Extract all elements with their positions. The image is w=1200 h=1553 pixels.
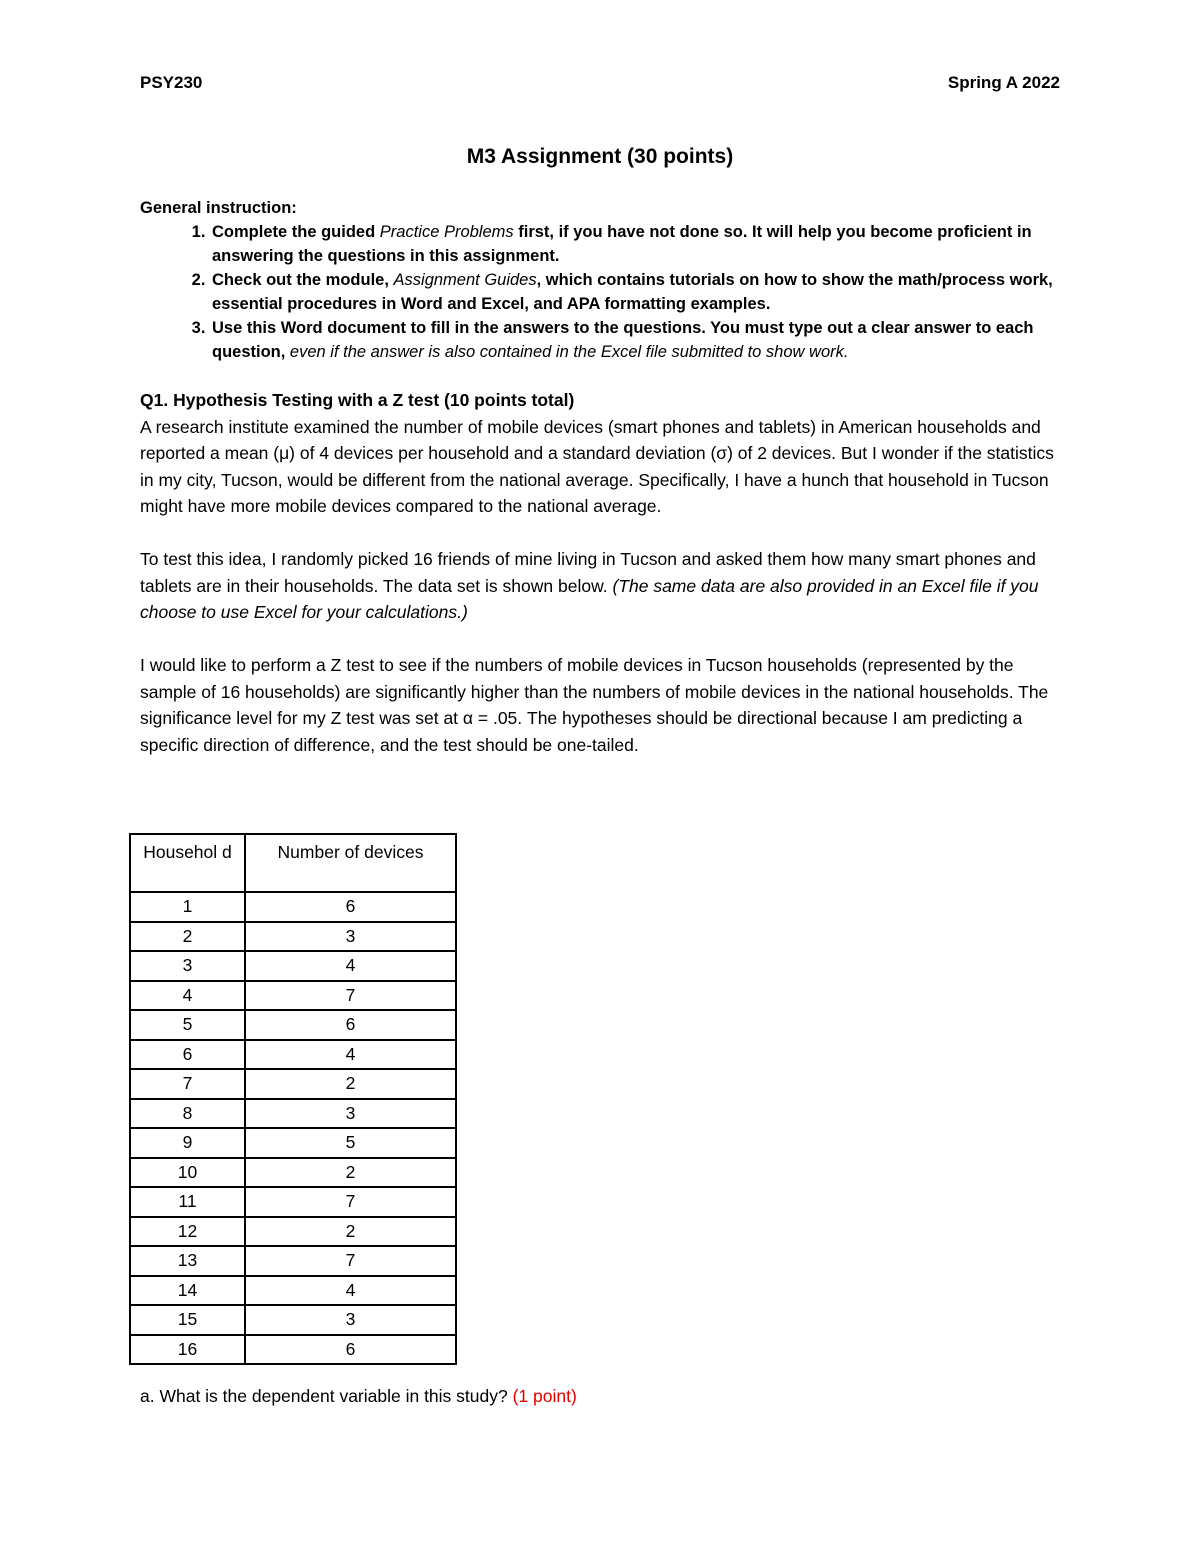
table-row xyxy=(130,951,456,981)
household-cell: 2 xyxy=(130,922,245,952)
table-row xyxy=(130,1099,456,1129)
devices-cell: 2 xyxy=(245,1217,456,1247)
household-cell: 10 xyxy=(130,1158,245,1188)
header-term: Spring A 2022 xyxy=(947,73,1060,92)
household-cell: 15 xyxy=(130,1305,245,1335)
table-row xyxy=(130,1187,456,1217)
column-header-devices: Number of devices xyxy=(245,834,456,892)
table-row xyxy=(130,1335,456,1365)
household-cell: 7 xyxy=(130,1069,245,1099)
table-row xyxy=(130,1305,456,1335)
table-row xyxy=(130,1040,456,1070)
household-cell: 12 xyxy=(130,1217,245,1247)
devices-cell: 3 xyxy=(245,1305,456,1335)
table-row xyxy=(130,1128,456,1158)
instructions-list xyxy=(140,220,1060,364)
household-cell: 11 xyxy=(130,1187,245,1217)
table-row xyxy=(130,1069,456,1099)
instruction-item: 2. Check out the module, Assignment Guides, which contains tutorials on how to show the math/process work, essential procedures in Word and Excel, and APA formatting examples. xyxy=(210,268,1060,316)
household-devices-table xyxy=(129,833,457,1365)
question-a-text: a. What is the dependent variable in this study? xyxy=(140,1386,513,1406)
question-1-paragraph-2: To test this idea, I randomly picked 16 friends of mine living in Tucson and asked them how many smart phones and tablets are in their households. The data set is shown below. (The same data are also provided in an Excel file if you choose to use Excel for your calculations.) xyxy=(140,549,1039,622)
question-1-section xyxy=(140,387,1065,758)
household-cell: 6 xyxy=(130,1040,245,1070)
instructions-heading: General instruction: xyxy=(140,199,297,217)
devices-cell: 7 xyxy=(245,981,456,1011)
devices-cell: 4 xyxy=(245,951,456,981)
table-row xyxy=(130,1010,456,1040)
household-cell: 3 xyxy=(130,951,245,981)
table-row xyxy=(130,1217,456,1247)
household-cell: 5 xyxy=(130,1010,245,1040)
devices-cell: 7 xyxy=(245,1246,456,1276)
table-row xyxy=(130,892,456,922)
devices-cell: 6 xyxy=(245,1335,456,1365)
page-title: M3 Assignment (30 points) xyxy=(466,145,734,168)
table-header-row xyxy=(130,834,456,892)
general-instructions xyxy=(140,196,1060,364)
question-a xyxy=(140,1386,577,1407)
household-cell: 4 xyxy=(130,981,245,1011)
devices-cell: 2 xyxy=(245,1069,456,1099)
devices-cell: 7 xyxy=(245,1187,456,1217)
household-cell: 14 xyxy=(130,1276,245,1306)
devices-cell: 3 xyxy=(245,1099,456,1129)
header-course: PSY230 xyxy=(140,73,203,92)
household-cell: 16 xyxy=(130,1335,245,1365)
devices-cell: 4 xyxy=(245,1040,456,1070)
devices-cell: 4 xyxy=(245,1276,456,1306)
table-row xyxy=(130,1276,456,1306)
instruction-item: 3. Use this Word document to fill in the answers to the questions. You must type out a clear answer to each question, even if the answer is also contained in the Excel file submitted to show work. xyxy=(210,316,1060,364)
table-row xyxy=(130,922,456,952)
household-cell: 9 xyxy=(130,1128,245,1158)
household-cell: 13 xyxy=(130,1246,245,1276)
table-row xyxy=(130,1246,456,1276)
devices-cell: 6 xyxy=(245,892,456,922)
devices-cell: 5 xyxy=(245,1128,456,1158)
table-row xyxy=(130,981,456,1011)
column-header-household: Househol d xyxy=(130,834,245,892)
instruction-item: 1. Complete the guided Practice Problems first, if you have not done so. It will help you become proficient in answering the questions in this assignment. xyxy=(210,220,1060,268)
question-1-paragraph-1: A research institute examined the number of mobile devices (smart phones and tablets) in American households and reported a mean (μ) of 4 devices per household and a standard deviation (σ) of 2 devices. But I wonder if the statistics in my city, Tucson, would be different from the national average. Specifically, I have a hunch that household in Tucson might have more mobile devices compared to the national average. xyxy=(140,416,1054,516)
household-cell: 1 xyxy=(130,892,245,922)
devices-cell: 6 xyxy=(245,1010,456,1040)
household-cell: 8 xyxy=(130,1099,245,1129)
question-1-paragraph-3: I would like to perform a Z test to see if the numbers of mobile devices in Tucson households (represented by the sample of 16 households) are significantly higher than the numbers of mobile devices in the national households. The significance level for my Z test was set at α = .05. The hypotheses should be directional because I am predicting a specific direction of difference, and the test should be one-tailed. xyxy=(140,655,1049,755)
question-a-points: (1 point) xyxy=(512,1386,577,1406)
devices-cell: 3 xyxy=(245,922,456,952)
question-1-title: Q1. Hypothesis Testing with a Z test (10 points total) xyxy=(140,390,575,410)
devices-cell: 2 xyxy=(245,1158,456,1188)
table-row xyxy=(130,1158,456,1188)
